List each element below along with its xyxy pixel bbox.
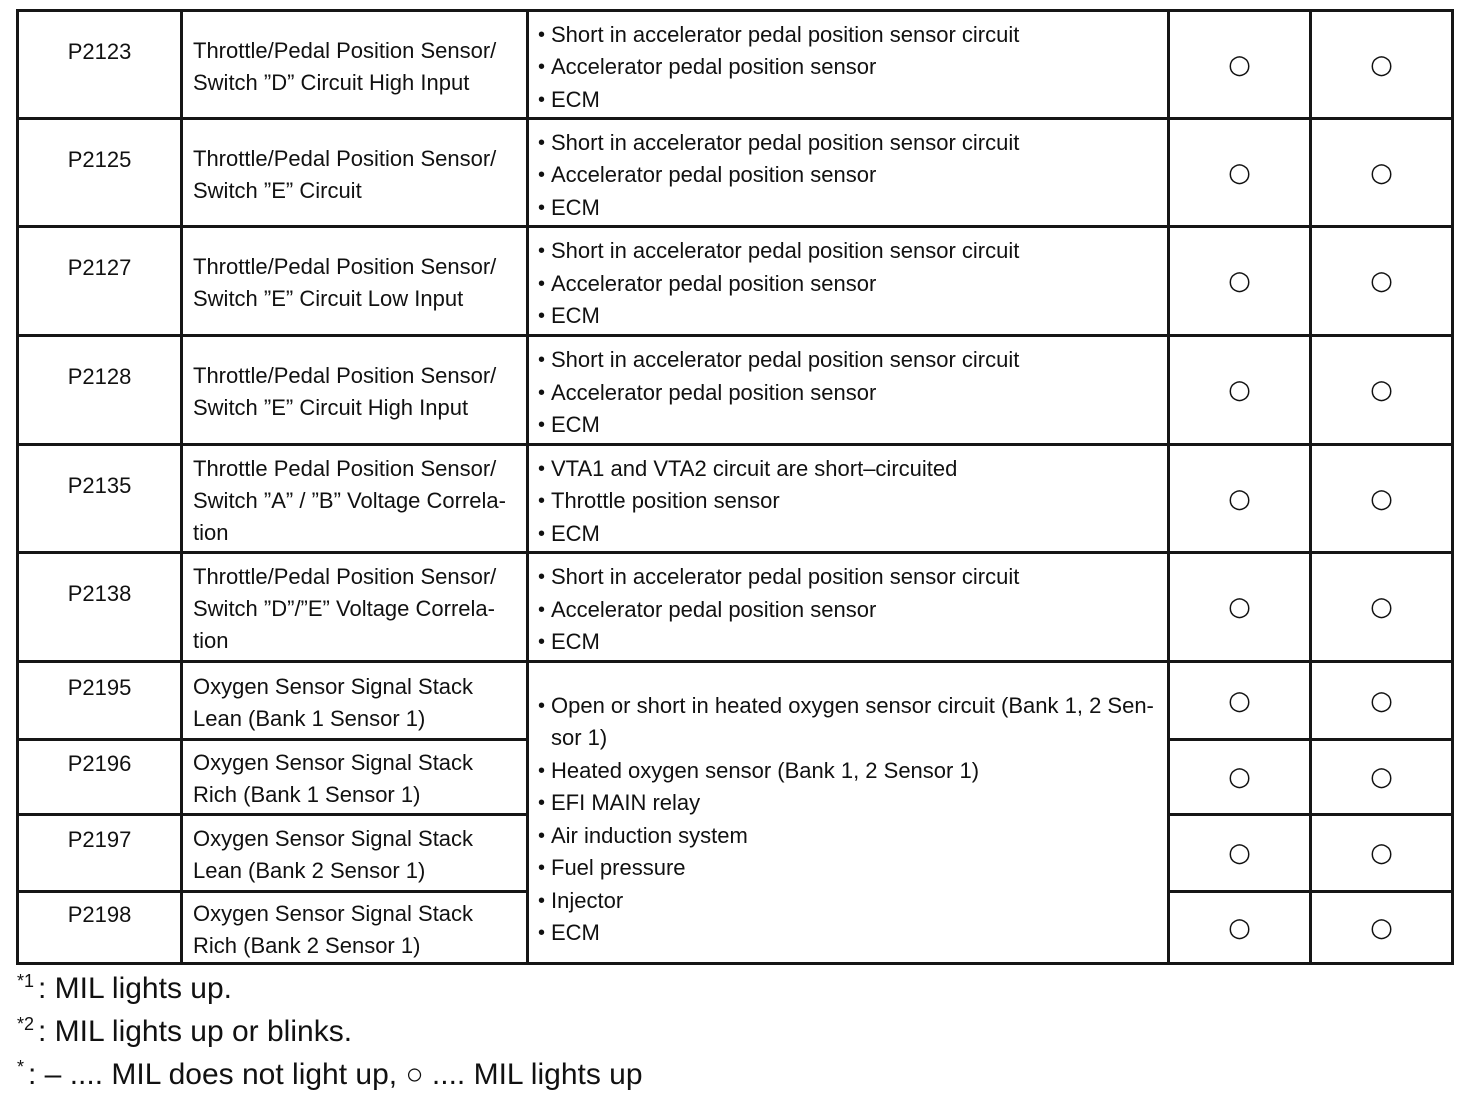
dtc-table xyxy=(16,9,1454,965)
trouble-area-item: • Accelerator pedal position sensor xyxy=(538,594,1167,627)
table-row xyxy=(18,119,1453,227)
detection-item: Throttle/Pedal Position Sensor/ Switch ”E” Circuit Low Input xyxy=(182,227,528,336)
memory-indicator: ○ xyxy=(1311,227,1453,336)
trouble-area-item: • Short in accelerator pedal position sensor circuit xyxy=(538,235,1167,268)
mil-indicator: ○ xyxy=(1169,119,1311,227)
mil-indicator: ○ xyxy=(1169,892,1311,964)
dtc-code: P2195 xyxy=(18,662,182,740)
table-body xyxy=(18,11,1453,964)
trouble-area xyxy=(528,11,1169,119)
trouble-area xyxy=(528,119,1169,227)
trouble-area-list xyxy=(538,690,1167,950)
trouble-area-item: • ECM xyxy=(538,518,1167,551)
trouble-area-item: • Throttle position sensor xyxy=(538,485,1167,518)
trouble-area-item: • Accelerator pedal position sensor xyxy=(538,377,1167,410)
memory-indicator: ○ xyxy=(1311,892,1453,964)
memory-indicator: ○ xyxy=(1311,740,1453,815)
detection-item: Oxygen Sensor Signal Stack Lean (Bank 2 Sensor 1) xyxy=(182,815,528,892)
footnote-text: : MIL lights up. xyxy=(38,972,232,1005)
trouble-area xyxy=(528,336,1169,445)
dtc-code: P2123 xyxy=(18,11,182,119)
dtc-code: P2138 xyxy=(18,553,182,662)
trouble-area xyxy=(528,662,1169,964)
detection-item: Oxygen Sensor Signal Stack Rich (Bank 2 Sensor 1) xyxy=(182,892,528,964)
memory-indicator: ○ xyxy=(1311,336,1453,445)
mil-indicator: ○ xyxy=(1169,227,1311,336)
footnote-mark: * xyxy=(17,1057,25,1077)
trouble-area-item: • Accelerator pedal position sensor xyxy=(538,51,1167,84)
dtc-code: P2125 xyxy=(18,119,182,227)
trouble-area-item: • Short in accelerator pedal position sensor circuit xyxy=(538,127,1167,160)
table-row xyxy=(18,553,1453,662)
memory-indicator: ○ xyxy=(1311,445,1453,553)
footnote-text: : MIL lights up or blinks. xyxy=(38,1015,353,1048)
trouble-area-item: • Heated oxygen sensor (Bank 1, 2 Sensor 1) xyxy=(538,755,1167,788)
dtc-code: P2198 xyxy=(18,892,182,964)
trouble-area-item: • Short in accelerator pedal position sensor circuit xyxy=(538,19,1167,52)
trouble-area-item: • ECM xyxy=(538,917,1167,950)
trouble-area-item: • Accelerator pedal position sensor xyxy=(538,268,1167,301)
dtc-code: P2128 xyxy=(18,336,182,445)
trouble-area-item: • Air induction system xyxy=(538,820,1167,853)
trouble-area-item: • ECM xyxy=(538,300,1167,333)
footnote xyxy=(17,1012,643,1055)
dtc-code: P2127 xyxy=(18,227,182,336)
memory-indicator: ○ xyxy=(1311,119,1453,227)
trouble-area-item: • Accelerator pedal position sensor xyxy=(538,159,1167,192)
dtc-code: P2135 xyxy=(18,445,182,553)
footnote xyxy=(17,1055,643,1098)
trouble-area-item: • ECM xyxy=(538,626,1167,659)
trouble-area-item: • Short in accelerator pedal position sensor circuit xyxy=(538,561,1167,594)
trouble-area-list xyxy=(538,453,1167,551)
mil-indicator: ○ xyxy=(1169,553,1311,662)
detection-item: Throttle/Pedal Position Sensor/ Switch ”D” Circuit High Input xyxy=(182,11,528,119)
detection-item: Oxygen Sensor Signal Stack Lean (Bank 1 Sensor 1) xyxy=(182,662,528,740)
table-row xyxy=(18,11,1453,119)
detection-item: Throttle/Pedal Position Sensor/ Switch ”D”/”E” Voltage Correla- tion xyxy=(182,553,528,662)
detection-item: Throttle Pedal Position Sensor/ Switch ”A” / ”B” Voltage Correla- tion xyxy=(182,445,528,553)
trouble-area-item: • Short in accelerator pedal position sensor circuit xyxy=(538,344,1167,377)
footnote-mark: *1 xyxy=(17,971,35,991)
mil-indicator: ○ xyxy=(1169,11,1311,119)
memory-indicator: ○ xyxy=(1311,815,1453,892)
trouble-area-item: • Open or short in heated oxygen sensor circuit (Bank 1, 2 Sen- sor 1) xyxy=(538,690,1167,755)
footnote-mark: *2 xyxy=(17,1014,35,1034)
trouble-area xyxy=(528,553,1169,662)
footnote-text: : – .... MIL does not light up, ○ .... MIL lights up xyxy=(28,1058,643,1091)
mil-indicator: ○ xyxy=(1169,740,1311,815)
trouble-area-list xyxy=(538,561,1167,659)
mil-indicator: ○ xyxy=(1169,815,1311,892)
footnotes xyxy=(17,969,643,1098)
memory-indicator: ○ xyxy=(1311,662,1453,740)
trouble-area-item: • Fuel pressure xyxy=(538,852,1167,885)
trouble-area-item: • Injector xyxy=(538,885,1167,918)
detection-item: Throttle/Pedal Position Sensor/ Switch ”E” Circuit xyxy=(182,119,528,227)
footnote xyxy=(17,969,643,1012)
trouble-area-item: • ECM xyxy=(538,84,1167,117)
mil-indicator: ○ xyxy=(1169,445,1311,553)
trouble-area xyxy=(528,445,1169,553)
dtc-code: P2196 xyxy=(18,740,182,815)
trouble-area-list xyxy=(538,19,1167,117)
trouble-area-item: • EFI MAIN relay xyxy=(538,787,1167,820)
trouble-area-list xyxy=(538,344,1167,442)
dtc-code: P2197 xyxy=(18,815,182,892)
mil-indicator: ○ xyxy=(1169,662,1311,740)
table-row xyxy=(18,662,1453,740)
memory-indicator: ○ xyxy=(1311,11,1453,119)
trouble-area-list xyxy=(538,235,1167,333)
detection-item: Oxygen Sensor Signal Stack Rich (Bank 1 Sensor 1) xyxy=(182,740,528,815)
trouble-area-item: • ECM xyxy=(538,192,1167,225)
trouble-area-item: • VTA1 and VTA2 circuit are short–circuited xyxy=(538,453,1167,486)
table-row xyxy=(18,445,1453,553)
table-row xyxy=(18,336,1453,445)
memory-indicator: ○ xyxy=(1311,553,1453,662)
trouble-area-item: • ECM xyxy=(538,409,1167,442)
table-row xyxy=(18,227,1453,336)
trouble-area xyxy=(528,227,1169,336)
mil-indicator: ○ xyxy=(1169,336,1311,445)
trouble-area-list xyxy=(538,127,1167,225)
detection-item: Throttle/Pedal Position Sensor/ Switch ”E” Circuit High Input xyxy=(182,336,528,445)
